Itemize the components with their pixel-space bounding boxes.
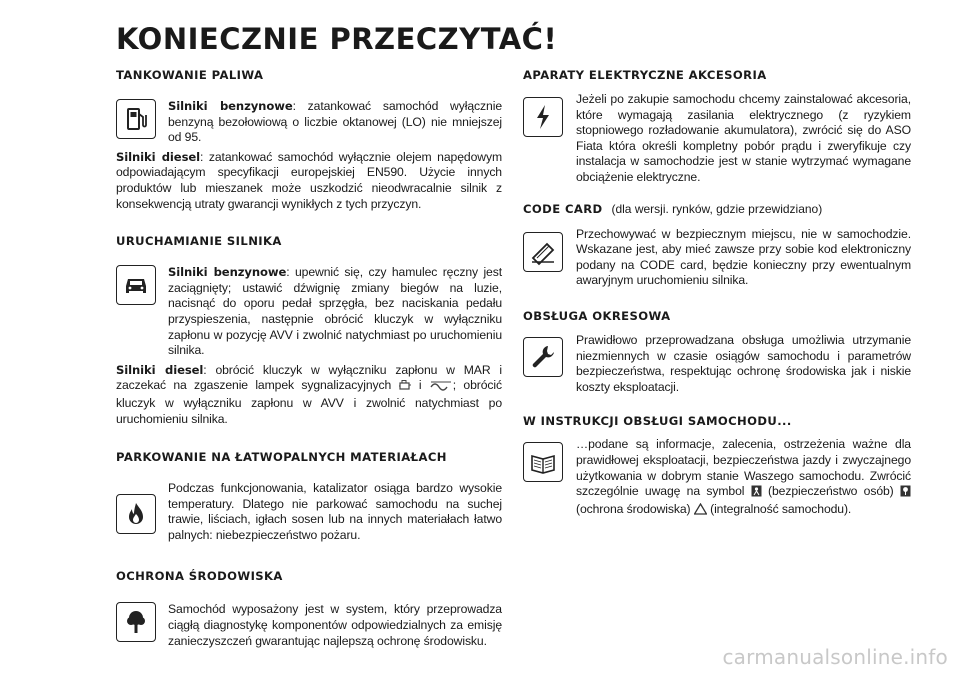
glow-plug-icon bbox=[429, 379, 453, 396]
engine-warning-icon bbox=[399, 379, 412, 396]
section-heading-fuel: TANKOWANIE PALIWA bbox=[116, 68, 264, 82]
fuel-petrol-block bbox=[116, 99, 502, 146]
section-heading-parking: PARKOWANIE NA ŁATWOPALNYCH MATERIAŁACH bbox=[116, 450, 447, 465]
start-petrol-label: Silniki benzynowe bbox=[168, 265, 287, 280]
manual-paragraph bbox=[576, 437, 911, 519]
petrol-text: : zatankować samochód wyłącznie benzyną bezołowiową o liczbie oktanowej (LO) nie mniejszej od 95. bbox=[168, 99, 502, 145]
manual-text-2: (bezpieczeństwo osób) bbox=[768, 484, 894, 499]
service-paragraph: Prawidłowo przeprowadzana obsługa umożliwia utrzymanie niezmiennych w czasie osiągów samochodu i parametrów bezpieczeństwa, respektując ochronę środowiska jak i niskie koszty eksploatacji. bbox=[576, 332, 911, 394]
electric-paragraph: Jeżeli po zakupie samochodu chcemy zainstalować akcesoria, które wymagają zasilania elektrycznego (z ryzykiem stopniowego rozładowanie akumulatora), zwrócić się do ASO Fiata która określi kompletny pobór prądu i zweryfikuje czy instalacja w samochodzie jest w stanie wytrzymać wymagane obciążenie elektryczne. bbox=[576, 92, 911, 184]
start-petrol-paragraph bbox=[168, 265, 502, 359]
start-diesel-label: Silniki diesel bbox=[116, 362, 204, 377]
start-petrol-block bbox=[116, 265, 502, 359]
fuel-diesel-paragraph bbox=[116, 150, 502, 212]
manual-text-4: (integralność samochodu). bbox=[710, 501, 852, 516]
start-diesel-text-mid: i bbox=[411, 378, 429, 393]
manual-text-3: (ochrona środowiska) bbox=[576, 501, 691, 516]
manual-block bbox=[523, 437, 911, 519]
diesel-text: : zatankować samochód wyłącznie olejem napędowym odpowiadającym specyfikacji europejskiej EN590. Użycie innych produktów lub mieszanek może uszkodzić nieodwracalnie silnik z konsekwencją utraty gwarancji wynikłych z tych przyczyn. bbox=[116, 149, 502, 211]
section-heading-manual: W INSTRUKCJI OBSŁUGI SAMOCHODU... bbox=[523, 414, 792, 429]
right-column bbox=[523, 68, 911, 519]
start-diesel-text-1: : obrócić kluczyk w wyłączniku zapłonu w MAR i zaczekać na zgaszenie lampek sygnalizacyjnych bbox=[116, 362, 502, 393]
section-heading-electric: APARATY ELEKTRYCZNE AKCESORIA bbox=[523, 68, 767, 82]
section-heading-environment: OCHRONA ŚRODOWISKA bbox=[116, 569, 283, 584]
environment-paragraph: Samochód wyposażony jest w system, który przeprowadza ciągłą diagnostykę komponentów odpowiedzialnych za emisję zanieczyszczeń gwarantując najlepszą ochronę środowisku. bbox=[168, 602, 502, 648]
code-card-paragraph: Przechowywać w bezpiecznym miejscu, nie w samochodzie. Wskazane jest, aby mieć zawsze przy sobie kod elektroniczny podany na CODE card, będzie konieczny przy ewentualnym awaryjnym uruchomieniu silnika. bbox=[576, 226, 911, 288]
code-card-heading-row bbox=[523, 200, 911, 218]
start-diesel-text-2: ; obrócić kluczyk w wyłączniku zapłonu w AVV i zwolnić natychmiast po uruchomieniu silnika. bbox=[116, 378, 502, 426]
environment-symbol-icon bbox=[900, 485, 911, 502]
lightning-icon bbox=[523, 97, 563, 137]
manual-text-1: …podane są informacje, zalecenia, ostrzeżenia ważne dla prawidłowej eksploatacji, bezpieczeństwa jazdy i zwyczajnego użytkowania w dobrym stanie Waszego samochodu. Zwrócić szczególnie uwagę na symbol bbox=[576, 437, 911, 499]
start-petrol-text: : upewnić się, czy hamulec ręczny jest zaciągnięty; ustawić dźwignię zmiany biegów na luzie, nacisnąć do oporu pedał sprzęgła, bez naciskania pedału przyspieszenia, następnie obrócić kluczyk w wyłączniku zapłonu w pozycję AVV i zwolnić natychmiast po uruchomieniu silnika. bbox=[168, 265, 503, 358]
watermark: carmanualsonline.info bbox=[722, 645, 948, 669]
petrol-label: Silniki benzynowe bbox=[168, 99, 293, 113]
people-safety-icon bbox=[751, 485, 762, 502]
section-heading-service: OBSŁUGA OKRESOWA bbox=[523, 308, 671, 323]
section-heading-start: URUCHAMIANIE SILNIKA bbox=[116, 234, 282, 249]
book-icon bbox=[523, 442, 563, 482]
environment-block bbox=[116, 602, 502, 649]
page-title: KONIECZNIE PRZECZYTAĆ! bbox=[116, 22, 558, 56]
left-column bbox=[116, 68, 502, 649]
car-icon bbox=[116, 265, 156, 305]
start-diesel-paragraph bbox=[116, 363, 502, 427]
fuel-petrol-paragraph bbox=[168, 99, 502, 146]
code-card-subheading: (dla wersji. rynków, gdzie przewidziano) bbox=[611, 201, 823, 216]
service-block bbox=[523, 333, 911, 395]
parking-paragraph: Podczas funkcjonowania, katalizator osiąga bardzo wysokie temperatury. Dlatego nie parkować samochodu na suchej trawie, liściach, igłach sosen lub na innych materiałach łatwo palnych: niebezpieczeństwo pożaru. bbox=[168, 481, 502, 542]
code-card-block bbox=[523, 227, 911, 289]
code-card-icon bbox=[523, 232, 563, 272]
electric-block bbox=[523, 92, 911, 186]
diesel-label: Silniki diesel bbox=[116, 149, 201, 164]
tree-icon bbox=[116, 602, 156, 642]
section-heading-code-card: CODE CARD bbox=[523, 201, 603, 216]
fire-icon bbox=[116, 494, 156, 534]
vehicle-integrity-icon bbox=[694, 503, 707, 520]
fuel-pump-icon bbox=[116, 99, 156, 139]
wrench-icon bbox=[523, 337, 563, 377]
parking-block bbox=[116, 481, 502, 543]
